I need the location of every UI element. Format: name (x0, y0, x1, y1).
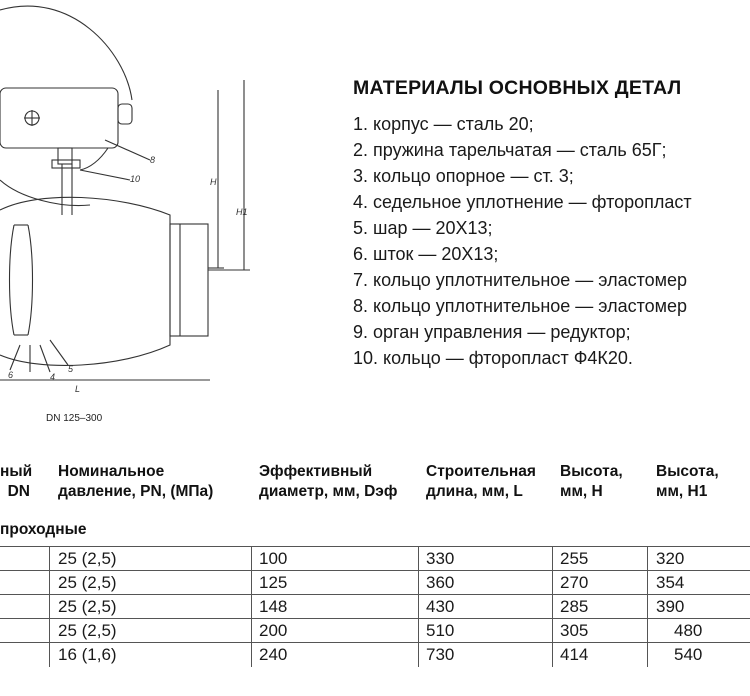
gear-outline (0, 6, 132, 100)
col-header-diameter: Эффективный диаметр, мм, Dэф (259, 463, 398, 500)
materials-item: 3. кольцо опорное — ст. 3; (353, 166, 574, 186)
valve-drawing-svg (0, 0, 340, 400)
table-cell: 16 (1,6) (58, 645, 117, 664)
table-row (0, 570, 750, 594)
table-cell: 730 (426, 645, 455, 664)
table-cell: 480 (674, 621, 703, 640)
col-header-length: Строительная длина, мм, L (426, 463, 536, 500)
table-cell: 25 (2,5) (58, 549, 117, 568)
materials-list (353, 111, 692, 371)
materials-item: 4. седельное уплотнение — фторопласт (353, 192, 692, 212)
materials-item: 1. корпус — сталь 20; (353, 114, 534, 134)
materials-item: 2. пружина тарельчатая — сталь 65Г; (353, 140, 667, 160)
col-header-pressure: Номинальное давление, PN, (МПа) (58, 463, 214, 500)
materials-item: 5. шар — 20Х13; (353, 218, 493, 238)
table-row (0, 594, 750, 618)
gearbox (0, 88, 118, 148)
table-cell: 25 (2,5) (58, 597, 117, 616)
table-cell: 540 (674, 645, 703, 664)
col-header-height-h: Высота, мм, H (560, 463, 623, 500)
materials-item: 10. кольцо — фторопласт Ф4К20. (353, 348, 633, 368)
table-cell: 240 (259, 645, 288, 664)
table-cell: 414 (560, 645, 589, 664)
materials-item: 9. орган управления — редуктор; (353, 322, 631, 342)
gear-outline-lower (0, 180, 90, 206)
materials-item: 8. кольцо уплотнительное — эластомер (353, 296, 688, 316)
table-cell: 200 (259, 621, 288, 640)
table-cell: 320 (656, 549, 685, 568)
table-group-label: проходные (0, 521, 87, 538)
table-cell: 354 (656, 573, 685, 592)
pipe-end (170, 224, 208, 336)
table-row (0, 618, 750, 642)
table-cell: 25 (2,5) (58, 621, 117, 640)
materials-title: МАТЕРИАЛЫ ОСНОВНЫХ ДЕТАЛ (353, 77, 682, 99)
table-cell: 25 (2,5) (58, 573, 117, 592)
table-cell: 148 (259, 597, 288, 616)
materials-item: 6. шток — 20Х13; (353, 244, 499, 264)
table-row (0, 546, 750, 570)
table-cell: 330 (426, 549, 455, 568)
table-cell: 390 (656, 597, 685, 616)
materials-item: 7. кольцо уплотнительное — эластомер (353, 270, 688, 290)
table-cell: 125 (259, 573, 288, 592)
part-label: 8 (150, 155, 156, 165)
dim-label-l: L (75, 384, 81, 394)
table-cell: 285 (560, 597, 589, 616)
valve-drawing (0, 0, 340, 400)
table-row (0, 642, 750, 666)
valve-body (0, 197, 170, 365)
dim-label-h: H (210, 177, 217, 187)
table-cell: 510 (426, 621, 455, 640)
drawing-caption: DN 125–300 (46, 413, 103, 424)
col-header-dn: ный DN (0, 463, 33, 500)
col-header-height-h1: Высота, мм, H1 (656, 463, 719, 500)
table-cell: 430 (426, 597, 455, 616)
spec-table (0, 546, 750, 666)
table-cell: 305 (560, 621, 589, 640)
part-label: 10 (130, 174, 141, 184)
table-cell: 100 (259, 549, 288, 568)
part-label: 4 (50, 372, 56, 382)
part-label: 6 (8, 370, 14, 380)
table-cell: 360 (426, 573, 455, 592)
part-label: 5 (68, 364, 74, 374)
dim-label-h1: H1 (236, 207, 248, 217)
table-cell: 255 (560, 549, 589, 568)
table-cell: 270 (560, 573, 589, 592)
